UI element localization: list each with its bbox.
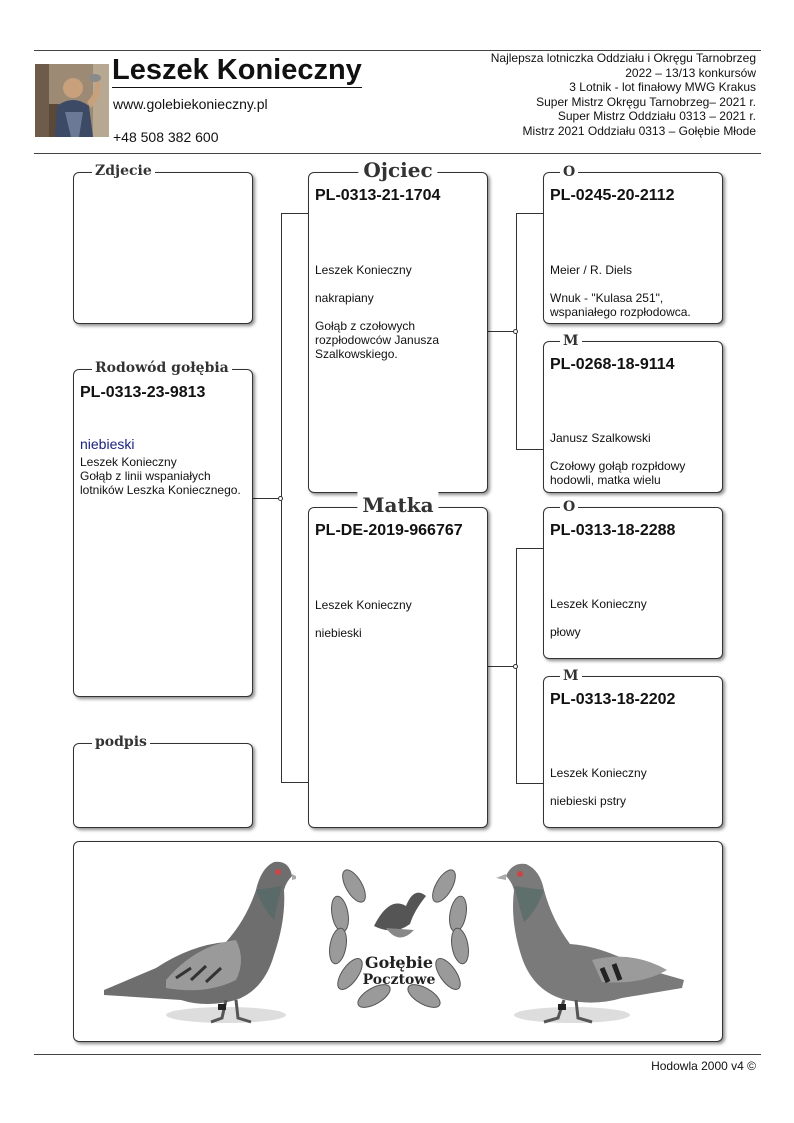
father-mother-note: Czołowy gołąb rozpłdowy hodowli, matka wielu	[550, 459, 686, 487]
left-pigeon-illustration	[96, 850, 296, 1035]
connector-line	[516, 213, 544, 214]
mother-mother-box[interactable]	[543, 668, 723, 828]
father-note: Gołąb z czołowych rozpłodowców Janusza Szalkowskiego.	[315, 319, 440, 361]
achievements-list	[491, 51, 756, 139]
logo-wreath	[314, 856, 484, 1016]
connector-node	[278, 496, 283, 501]
mother-box-label: Matka	[357, 492, 438, 518]
mother-father-label: O	[560, 497, 578, 517]
connector-line	[516, 783, 544, 784]
logo-text-line1: Gołębie	[364, 953, 434, 972]
father-ring-number: PL-0313-21-1704	[315, 187, 441, 204]
mother-father-ring-number: PL-0313-18-2288	[550, 522, 676, 539]
connector-line	[516, 548, 544, 549]
mother-father-owner: Leszek Konieczny	[550, 597, 647, 611]
header-bottom-rule	[34, 153, 761, 154]
father-mother-label: M	[560, 331, 582, 351]
banner-box	[73, 841, 723, 1042]
mother-father-color: płowy	[550, 625, 581, 639]
owner-photo	[35, 64, 109, 137]
pigeon-ring-number: PL-0313-23-9813	[80, 384, 206, 401]
right-pigeon-illustration	[492, 850, 692, 1035]
mother-box[interactable]	[308, 493, 488, 828]
pigeon-color: niebieski	[80, 436, 135, 452]
achievement-line: Super Mistrz Oddziału 0313 – 2021 r.	[557, 109, 756, 124]
father-box[interactable]	[308, 158, 488, 493]
mother-owner: Leszek Konieczny	[315, 598, 412, 612]
connector-line	[488, 666, 516, 667]
father-mother-ring-number: PL-0268-18-9114	[550, 356, 675, 373]
connector-line	[253, 498, 281, 499]
mother-color: niebieski	[315, 626, 362, 640]
website-link[interactable]: www.golebiekonieczny.pl	[113, 96, 268, 112]
father-box-label: Ojciec	[358, 157, 437, 183]
achievement-line: Najlepsza lotniczka Oddziału i Okręgu Tarnobrzeg	[490, 51, 756, 65]
connector-node	[513, 329, 518, 334]
father-owner: Leszek Konieczny	[315, 263, 412, 277]
father-color: nakrapiany	[315, 291, 374, 305]
logo-text-line2: Pocztowe	[362, 972, 436, 988]
photo-box-label: Zdjecie	[92, 161, 155, 181]
mother-mother-ring-number: PL-0313-18-2202	[550, 691, 676, 708]
pigeon-box-label: Rodowód gołębia	[92, 358, 232, 378]
pigeon-owner: Leszek Konieczny	[80, 455, 177, 469]
father-father-ring-number: PL-0245-20-2112	[550, 187, 675, 204]
mother-mother-owner: Leszek Konieczny	[550, 766, 647, 780]
photo-box[interactable]	[73, 163, 253, 324]
father-mother-box[interactable]	[543, 333, 723, 493]
footer-rule	[34, 1054, 761, 1055]
footer-credit: Hodowla 2000 v4 ©	[651, 1059, 756, 1073]
achievement-line: 3 Lotnik - lot finałowy MWG Krakus	[569, 80, 756, 95]
phone-number: +48 508 382 600	[113, 129, 219, 145]
signature-box-label: podpis	[92, 732, 150, 752]
achievement-line: Mistrz 2021 Oddziału 0313 – Gołębie Młode	[522, 123, 756, 138]
pigeon-note: Gołąb z linii wspaniałych lotników Leszka Koniecznego.	[80, 469, 241, 497]
father-father-note: Wnuk - "Kulasa 251", wspaniałego rozpłodowca.	[550, 291, 691, 319]
signature-box[interactable]	[73, 734, 253, 828]
father-father-owner: Meier / R. Diels	[550, 263, 633, 277]
mother-father-box[interactable]	[543, 499, 723, 659]
connector-line	[281, 213, 309, 214]
connector-line	[516, 449, 544, 450]
achievement-line: 2022 – 13/13 konkursów	[625, 65, 756, 80]
mother-ring-number: PL-DE-2019-966767	[315, 522, 463, 539]
father-mother-owner: Janusz Szalkowski	[550, 431, 651, 445]
mother-mother-color: niebieski pstry	[550, 794, 627, 808]
father-father-label: O	[560, 162, 578, 182]
connector-node	[513, 664, 518, 669]
owner-name: Leszek Konieczny	[112, 54, 362, 86]
pigeon-box[interactable]	[73, 360, 253, 697]
achievement-line: Super Mistrz Okręgu Tarnobrzeg– 2021 r.	[536, 94, 756, 109]
connector-line	[281, 782, 309, 783]
connector-line	[488, 331, 516, 332]
mother-mother-label: M	[560, 666, 582, 686]
father-father-box[interactable]	[543, 164, 723, 324]
